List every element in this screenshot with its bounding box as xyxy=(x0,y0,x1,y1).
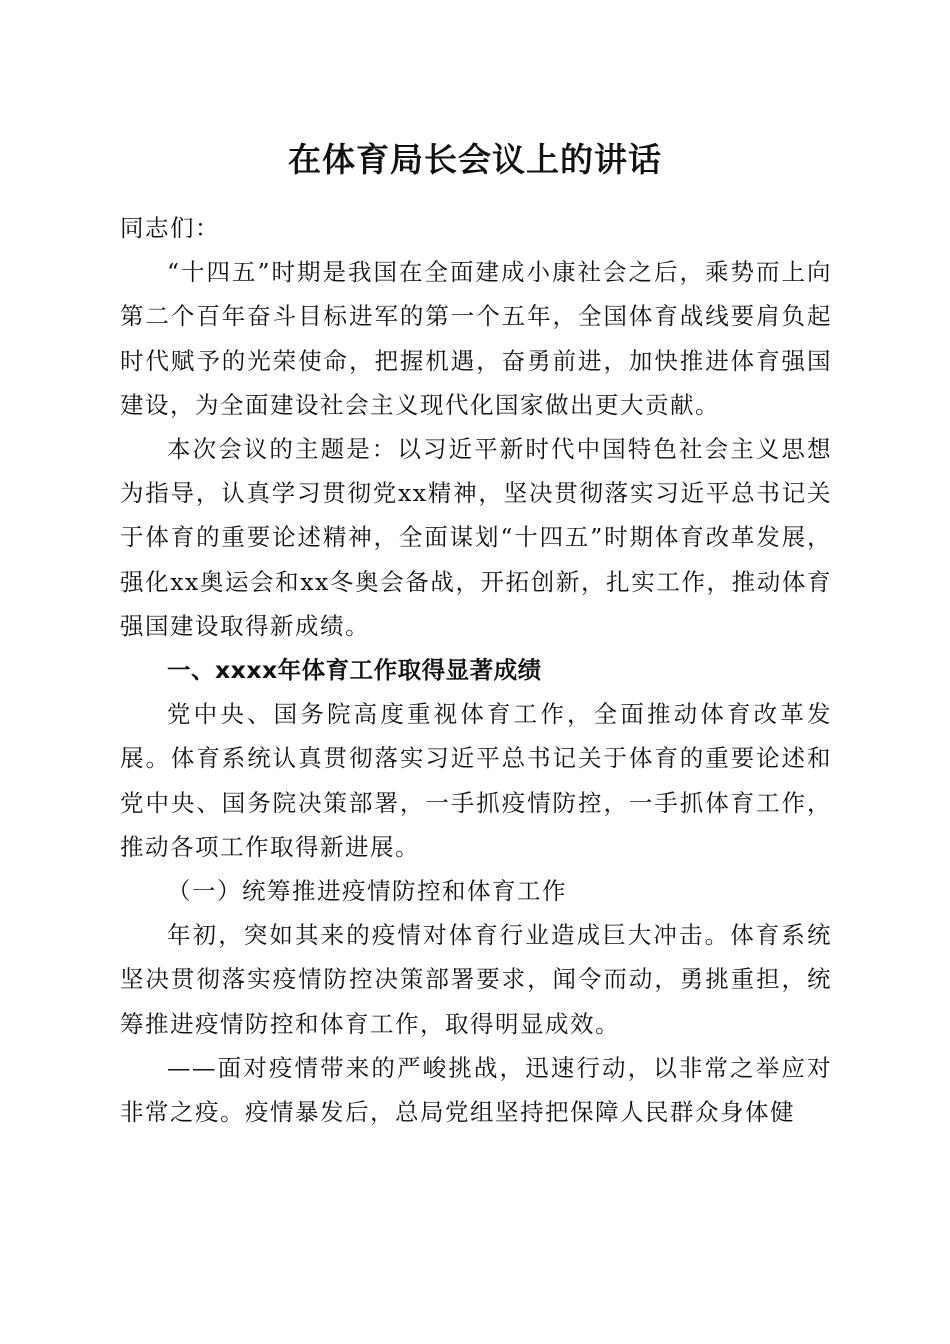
paragraph-subsection-1: 年初，突如其来的疫情对体育行业造成巨大冲击。体育系统坚决贯彻落实疫情防控决策部署要求，闻令而动，勇挑重担，统筹推进疫情防控和体育工作，取得明显成效。 xyxy=(120,921,832,1038)
paragraph-section-1: 党中央、国务院高度重视体育工作，全面推动体育改革发展。体育系统认真贯彻落实习近平总书记关于体育的重要论述和党中央、国务院决策部署，一手抓疫情防控，一手抓体育工作，推动各项工作取得新进展。 xyxy=(120,700,832,861)
paragraph-intro: “十四五”时期是我国在全面建成小康社会之后，乘势而上向第二个百年奋斗目标进军的第一个五年，全国体育战线要肩负起时代赋予的光荣使命，把握机遇，奋勇前进，加快推进体育强国建设，为全面建设社会主义现代化国家做出更大贡献。 xyxy=(120,258,832,419)
salutation: 同志们： xyxy=(120,214,220,242)
section-heading: 一、xxxx年体育工作取得显著成绩 xyxy=(167,656,542,685)
paragraph-subsection-2: ——面对疫情带来的严峻挑战，迅速行动，以非常之举应对非常之疫。疫情暴发后，总局党组坚持把保障人民群众身体健 xyxy=(120,1053,832,1127)
paragraph-theme: 本次会议的主题是：以习近平新时代中国特色社会主义思想为指导，认真学习贯彻党xx精神，坚决贯彻落实习近平总书记关于体育的重要论述精神，全面谋划“十四五”时期体育改革发展，强化xx奥运会和xx冬奥会备战，开拓创新，扎实工作，推动体育强国建设取得新成绩。 xyxy=(120,435,832,640)
document-body xyxy=(120,206,832,1134)
subsection-heading: （一）统筹推进疫情防控和体育工作 xyxy=(167,877,567,906)
document-title: 在体育局长会议上的讲话 xyxy=(288,140,662,179)
